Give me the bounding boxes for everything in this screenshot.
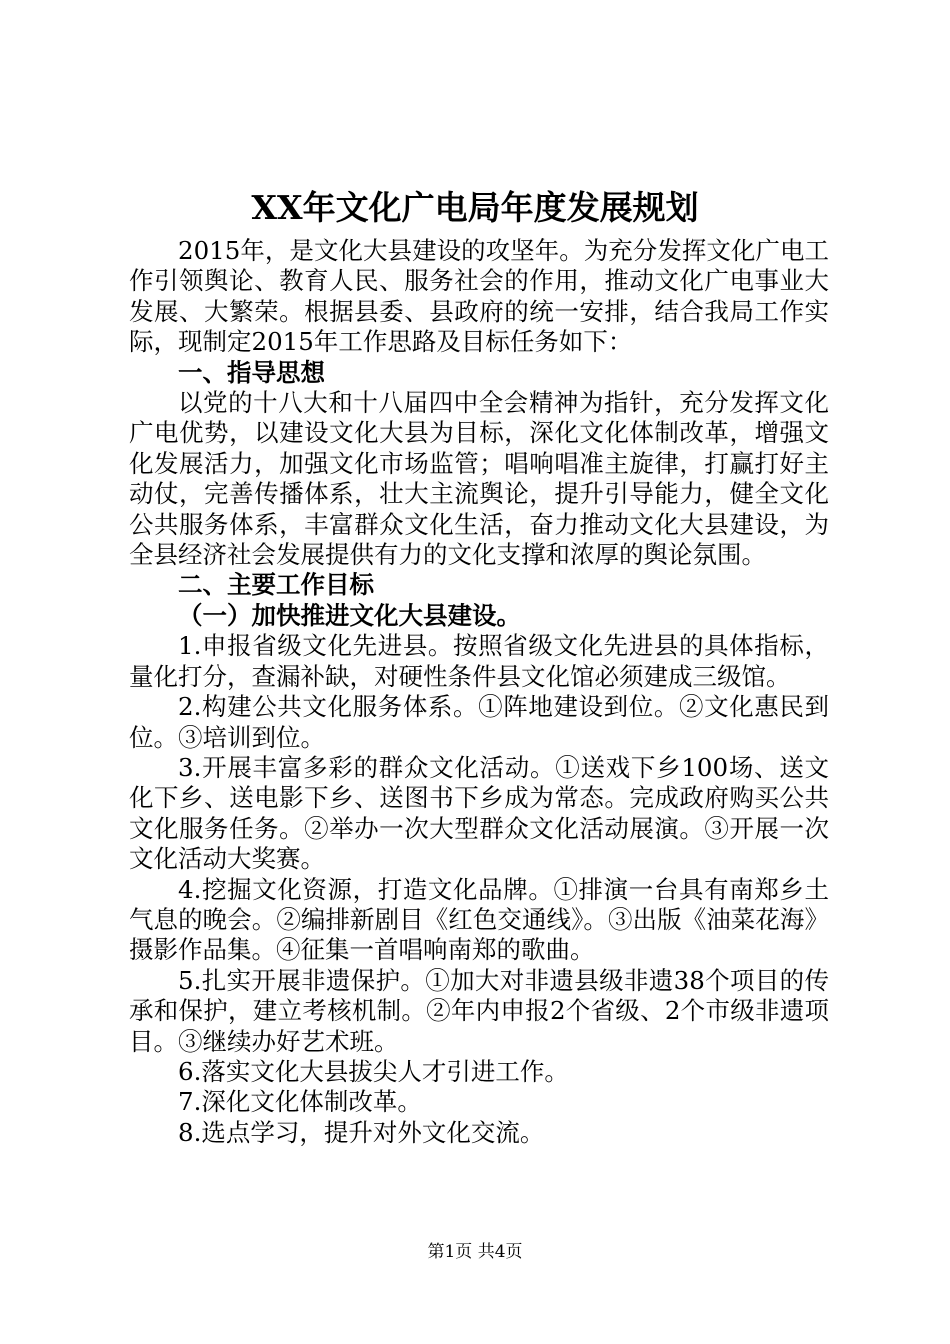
subsection-heading-cultural-county: （一）加快推进文化大县建设。 [178, 600, 521, 630]
document-title: XX年文化广电局年度发展规划 [251, 188, 699, 227]
section-heading-main-goals: 二、主要工作目标 [178, 570, 374, 600]
list-item-1: 1.申报省级文化先进县。按照省级文化先进县的具体指标，量化打分，查漏补缺，对硬性条件县文化馆必须建成三级馆。 [129, 631, 829, 691]
list-item-8: 8.选点学习，提升对外文化交流。 [178, 1117, 545, 1147]
page-number-footer: 第1页 共4页 [427, 1242, 523, 1262]
paragraph-guiding-ideology: 以党的十八大和十八届四中全会精神为指针，充分发挥文化广电优势，以建设文化大县为目标，深化文化体制改革，增强文化发展活力，加强文化市场监管；唱响唱准主旋律，打赢打好主动仗，完善传播体系，壮大主流舆论，提升引导能力，健全文化公共服务体系，丰富群众文化生活，奋力推动文化大县建设，为全县经济社会发展提供有力的文化支撑和浓厚的舆论氛围。 [129, 388, 829, 570]
list-item-4: 4.挖掘文化资源，打造文化品牌。①排演一台具有南郑乡土气息的晚会。②编排新剧目《红色交通线》。③出版《油菜花海》摄影作品集。④征集一首唱响南郑的歌曲。 [129, 874, 829, 965]
section-heading-guiding-ideology: 一、指导思想 [178, 357, 325, 387]
list-item-6: 6.落实文化大县拔尖人才引进工作。 [178, 1056, 569, 1086]
list-item-2: 2.构建公共文化服务体系。①阵地建设到位。②文化惠民到位。③培训到位。 [129, 692, 829, 752]
paragraph-intro: 2015年，是文化大县建设的攻坚年。为充分发挥文化广电工作引领舆论、教育人民、服务社会的作用，推动文化广电事业大发展、大繁荣。根据县委、县政府的统一安排，结合我局工作实际，现制定2015年工作思路及目标任务如下： [129, 236, 829, 357]
list-item-5: 5.扎实开展非遗保护。①加大对非遗县级非遗38个项目的传承和保护，建立考核机制。②年内申报2个省级、2个市级非遗项目。③继续办好艺术班。 [129, 965, 829, 1056]
list-item-7: 7.深化文化体制改革。 [178, 1087, 422, 1117]
document-body [129, 236, 829, 1148]
list-item-3: 3.开展丰富多彩的群众文化活动。①送戏下乡100场、送文化下乡、送电影下乡、送图书下乡成为常态。完成政府购买公共文化服务任务。②举办一次大型群众文化活动展演。③开展一次文化活动大奖赛。 [129, 752, 829, 874]
